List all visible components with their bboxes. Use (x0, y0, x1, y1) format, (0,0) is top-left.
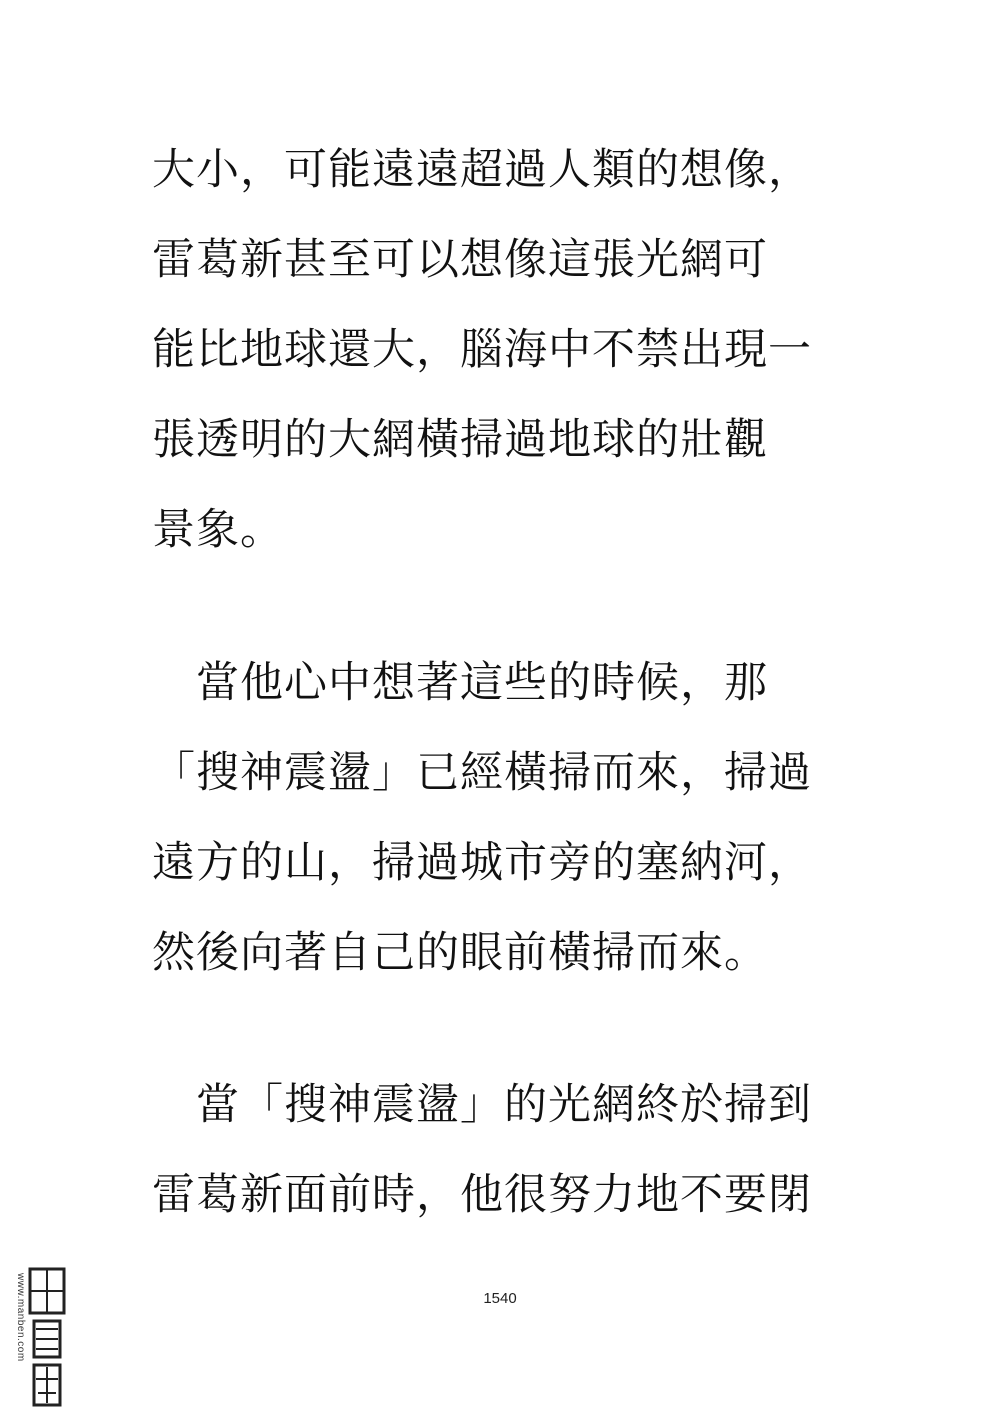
page-number: 1540 (483, 1290, 517, 1307)
text-line: 遠方的山，掃過城市旁的塞納河， (152, 838, 812, 888)
text-line: 「搜神震盪」已經橫掃而來，掃過 (152, 748, 812, 798)
text-line: 當「搜神震盪」的光網終於掃到 (152, 1080, 812, 1130)
text-line: 張透明的大網橫掃過地球的壯觀 (152, 415, 768, 465)
svg-text:www.manben.com: www.manben.com (15, 1273, 26, 1362)
text-line: 能比地球還大，腦海中不禁出現一 (152, 325, 812, 375)
text-line: 景象。 (152, 505, 284, 555)
manben-logo-icon (8, 1265, 68, 1410)
text-line: 大小，可能遠遠超過人類的想像， (152, 145, 812, 195)
text-line: 然後向著自己的眼前橫掃而來。 (152, 928, 768, 978)
text-line: 當他心中想著這些的時候，那 (152, 658, 768, 708)
text-line: 雷葛新甚至可以想像這張光網可 (152, 235, 768, 285)
text-line: 雷葛新面前時，他很努力地不要閉 (152, 1170, 812, 1220)
